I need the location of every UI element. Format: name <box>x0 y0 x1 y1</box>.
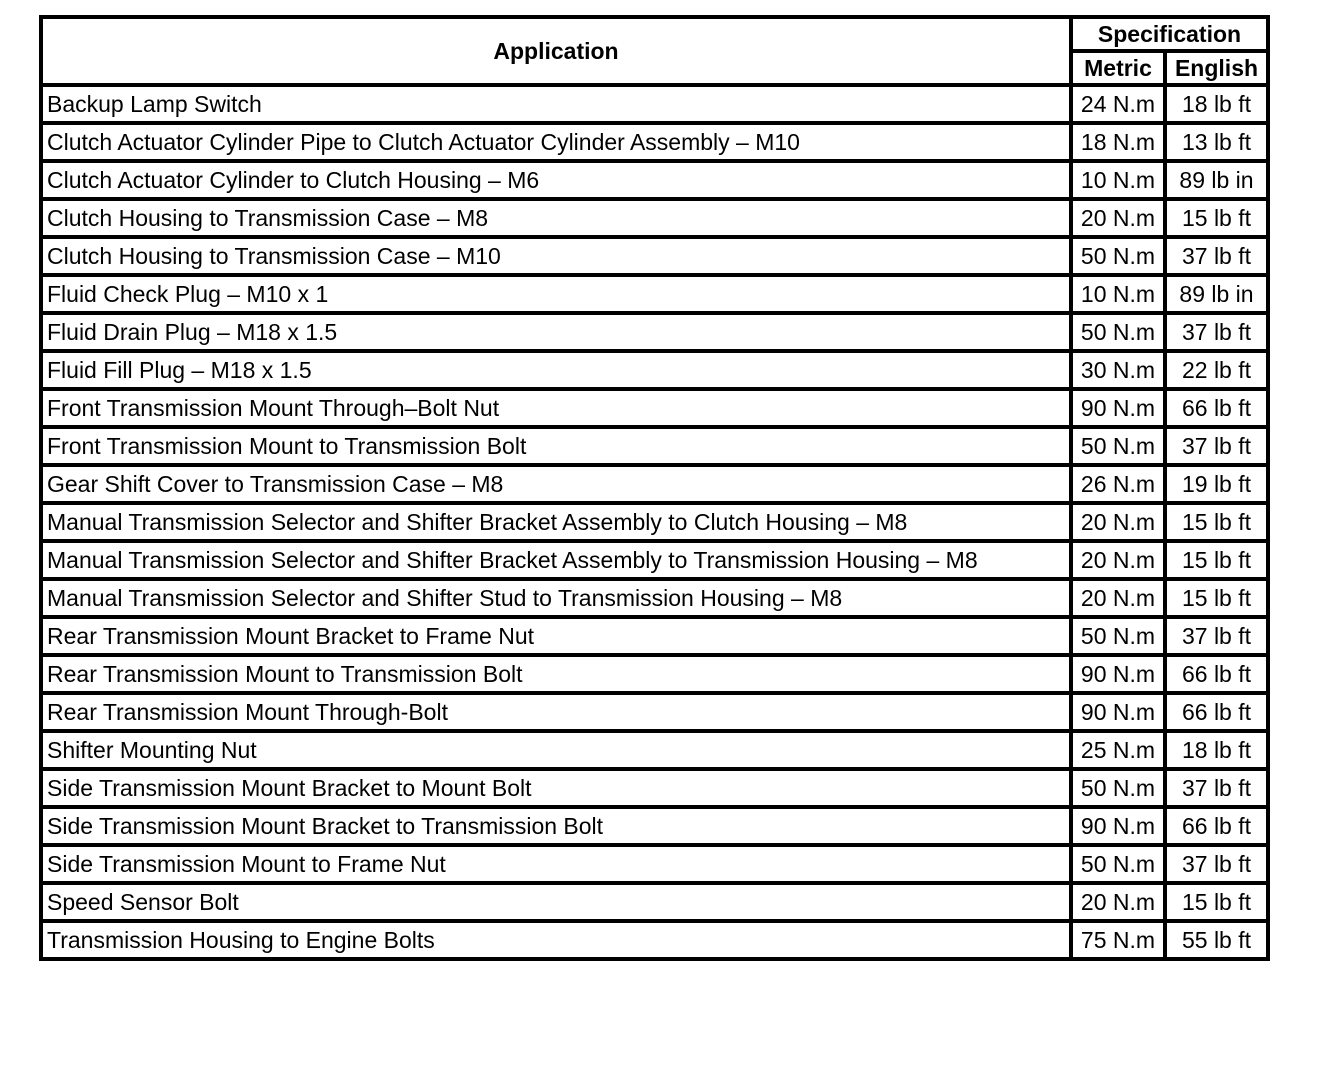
metric-value-cell: 20 N.m <box>1071 503 1165 541</box>
metric-value-cell: 30 N.m <box>1071 351 1165 389</box>
table-row <box>41 693 1268 731</box>
metric-value-cell: 90 N.m <box>1071 389 1165 427</box>
english-value-cell: 15 lb ft <box>1165 579 1268 617</box>
metric-value-cell: 50 N.m <box>1071 617 1165 655</box>
application-cell: Rear Transmission Mount Bracket to Frame Nut <box>41 617 1071 655</box>
english-value-cell: 15 lb ft <box>1165 503 1268 541</box>
table-row <box>41 617 1268 655</box>
metric-value-cell: 20 N.m <box>1071 579 1165 617</box>
table-row <box>41 427 1268 465</box>
metric-value-cell: 20 N.m <box>1071 199 1165 237</box>
english-value-cell: 89 lb in <box>1165 275 1268 313</box>
metric-value-cell: 10 N.m <box>1071 161 1165 199</box>
english-value-cell: 37 lb ft <box>1165 237 1268 275</box>
application-cell: Clutch Housing to Transmission Case – M10 <box>41 237 1071 275</box>
english-value-cell: 18 lb ft <box>1165 731 1268 769</box>
application-cell: Shifter Mounting Nut <box>41 731 1071 769</box>
application-cell: Clutch Actuator Cylinder Pipe to Clutch Actuator Cylinder Assembly – M10 <box>41 123 1071 161</box>
table-row <box>41 389 1268 427</box>
application-cell: Side Transmission Mount Bracket to Transmission Bolt <box>41 807 1071 845</box>
metric-header: Metric <box>1071 51 1165 85</box>
english-value-cell: 66 lb ft <box>1165 655 1268 693</box>
english-value-cell: 13 lb ft <box>1165 123 1268 161</box>
metric-value-cell: 24 N.m <box>1071 85 1165 123</box>
metric-value-cell: 50 N.m <box>1071 845 1165 883</box>
fastener-specification-table <box>39 15 1270 961</box>
application-cell: Transmission Housing to Engine Bolts <box>41 921 1071 959</box>
metric-value-cell: 18 N.m <box>1071 123 1165 161</box>
metric-value-cell: 75 N.m <box>1071 921 1165 959</box>
application-cell: Speed Sensor Bolt <box>41 883 1071 921</box>
application-cell: Side Transmission Mount Bracket to Mount Bolt <box>41 769 1071 807</box>
table-row <box>41 731 1268 769</box>
application-cell: Manual Transmission Selector and Shifter Stud to Transmission Housing – M8 <box>41 579 1071 617</box>
table-row <box>41 85 1268 123</box>
metric-value-cell: 50 N.m <box>1071 769 1165 807</box>
table-row <box>41 769 1268 807</box>
english-value-cell: 15 lb ft <box>1165 883 1268 921</box>
english-value-cell: 37 lb ft <box>1165 769 1268 807</box>
table-row <box>41 313 1268 351</box>
metric-value-cell: 10 N.m <box>1071 275 1165 313</box>
english-value-cell: 19 lb ft <box>1165 465 1268 503</box>
metric-value-cell: 25 N.m <box>1071 731 1165 769</box>
metric-value-cell: 50 N.m <box>1071 313 1165 351</box>
english-value-cell: 37 lb ft <box>1165 313 1268 351</box>
metric-value-cell: 20 N.m <box>1071 541 1165 579</box>
application-cell: Side Transmission Mount to Frame Nut <box>41 845 1071 883</box>
metric-value-cell: 90 N.m <box>1071 807 1165 845</box>
table-row <box>41 921 1268 959</box>
table-row <box>41 807 1268 845</box>
table-row <box>41 503 1268 541</box>
table-row <box>41 579 1268 617</box>
application-cell: Front Transmission Mount Through–Bolt Nut <box>41 389 1071 427</box>
table-row <box>41 465 1268 503</box>
metric-value-cell: 26 N.m <box>1071 465 1165 503</box>
application-cell: Front Transmission Mount to Transmission Bolt <box>41 427 1071 465</box>
table-row <box>41 161 1268 199</box>
english-value-cell: 37 lb ft <box>1165 617 1268 655</box>
metric-value-cell: 50 N.m <box>1071 237 1165 275</box>
english-value-cell: 18 lb ft <box>1165 85 1268 123</box>
table-row <box>41 845 1268 883</box>
application-cell: Clutch Actuator Cylinder to Clutch Housing – M6 <box>41 161 1071 199</box>
table-row <box>41 123 1268 161</box>
english-value-cell: 15 lb ft <box>1165 541 1268 579</box>
english-value-cell: 89 lb in <box>1165 161 1268 199</box>
english-value-cell: 55 lb ft <box>1165 921 1268 959</box>
application-cell: Manual Transmission Selector and Shifter Bracket Assembly to Transmission Housing – M8 <box>41 541 1071 579</box>
table-row <box>41 883 1268 921</box>
application-cell: Manual Transmission Selector and Shifter Bracket Assembly to Clutch Housing – M8 <box>41 503 1071 541</box>
table-row <box>41 275 1268 313</box>
metric-value-cell: 90 N.m <box>1071 655 1165 693</box>
table-row <box>41 199 1268 237</box>
application-cell: Fluid Check Plug – M10 x 1 <box>41 275 1071 313</box>
application-cell: Fluid Drain Plug – M18 x 1.5 <box>41 313 1071 351</box>
table-row <box>41 655 1268 693</box>
application-cell: Clutch Housing to Transmission Case – M8 <box>41 199 1071 237</box>
application-cell: Rear Transmission Mount to Transmission Bolt <box>41 655 1071 693</box>
specification-header: Specification <box>1071 17 1268 51</box>
table-row <box>41 351 1268 389</box>
metric-value-cell: 90 N.m <box>1071 693 1165 731</box>
application-cell: Gear Shift Cover to Transmission Case – M8 <box>41 465 1071 503</box>
metric-value-cell: 20 N.m <box>1071 883 1165 921</box>
english-value-cell: 66 lb ft <box>1165 807 1268 845</box>
table-row <box>41 237 1268 275</box>
application-cell: Rear Transmission Mount Through-Bolt <box>41 693 1071 731</box>
table-body <box>41 85 1268 959</box>
english-value-cell: 15 lb ft <box>1165 199 1268 237</box>
english-value-cell: 22 lb ft <box>1165 351 1268 389</box>
table-header <box>41 17 1268 85</box>
english-header: English <box>1165 51 1268 85</box>
english-value-cell: 66 lb ft <box>1165 389 1268 427</box>
english-value-cell: 37 lb ft <box>1165 845 1268 883</box>
table-row <box>41 541 1268 579</box>
application-header: Application <box>41 17 1071 85</box>
english-value-cell: 37 lb ft <box>1165 427 1268 465</box>
metric-value-cell: 50 N.m <box>1071 427 1165 465</box>
english-value-cell: 66 lb ft <box>1165 693 1268 731</box>
application-cell: Fluid Fill Plug – M18 x 1.5 <box>41 351 1071 389</box>
application-cell: Backup Lamp Switch <box>41 85 1071 123</box>
